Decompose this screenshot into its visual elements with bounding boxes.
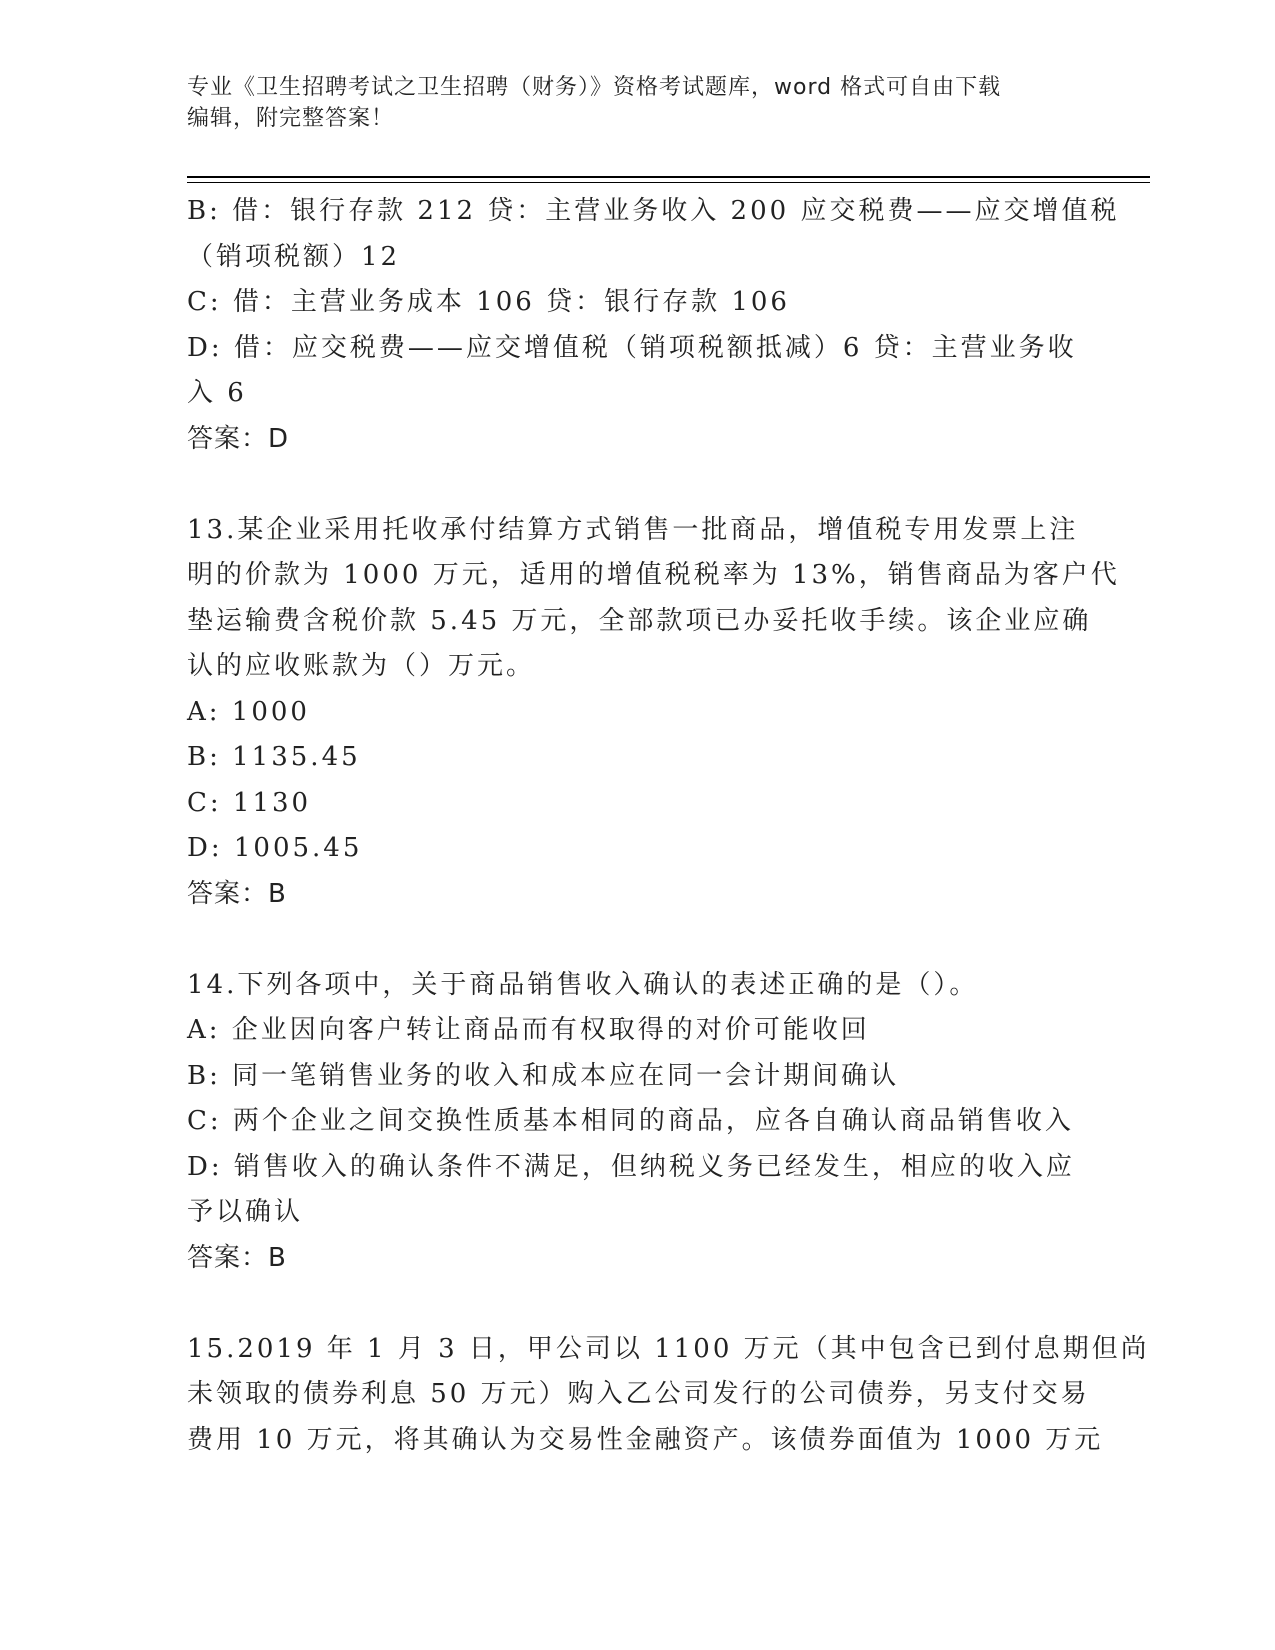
header-rule-thick <box>187 176 1150 178</box>
answer: 答案：D <box>187 423 290 454</box>
question-text-line-1: 13.某企业采用托收承付结算方式销售一批商品，增值税专用发票上注 <box>187 514 1079 545</box>
option-d-line-1: D: 借：应交税费——应交增值税（销项税额抵减）6 贷：主营业务收 <box>187 332 1077 363</box>
option-b-line-1: B: 借：银行存款 212 贷：主营业务收入 200 应交税费——应交增值税 <box>187 196 1120 226</box>
option-d: D: 1005.45 <box>187 833 363 863</box>
option-b: B: 同一笔销售业务的收入和成本应在同一会计期间确认 <box>187 1060 900 1091</box>
header-rule-thin <box>187 182 1150 183</box>
question-text-line-3: 垫运输费含税价款 5.45 万元，全部款项已办妥托收手续。该企业应确 <box>187 605 1092 636</box>
answer: 答案：B <box>187 878 287 909</box>
question-text-line-1: 14.下列各项中，关于商品销售收入确认的表述正确的是（）。 <box>187 969 979 1000</box>
header-line-1: 专业《卫生招聘考试之卫生招聘（财务）》资格考试题库，word 格式可自由下载 <box>187 75 1002 100</box>
option-d-line-1: D: 销售收入的确认条件不满足，但纳税义务已经发生，相应的收入应 <box>187 1151 1075 1182</box>
question-12-tail <box>187 189 1120 462</box>
page-header <box>187 72 1067 134</box>
question-14 <box>187 963 1087 1282</box>
question-15 <box>187 1327 1150 1464</box>
question-text-line-4: 认的应收账款为（）万元。 <box>187 651 536 681</box>
option-b: B: 1135.45 <box>187 742 361 772</box>
document-body <box>187 189 1150 1463</box>
option-a: A: 企业因向客户转让商品而有权取得的对价可能收回 <box>187 1015 870 1045</box>
option-d-line-2: 入 6 <box>187 378 247 408</box>
option-b-line-2: （销项税额）12 <box>187 241 401 272</box>
question-text-line-3: 费用 10 万元，将其确认为交易性金融资产。该债券面值为 1000 万元 <box>187 1424 1104 1455</box>
option-c: C: 借：主营业务成本 106 贷：银行存款 106 <box>187 287 790 317</box>
option-c: C: 两个企业之间交换性质基本相同的商品，应各自确认商品销售收入 <box>187 1106 1074 1136</box>
question-text-line-1: 15.2019 年 1 月 3 日，甲公司以 1100 万元（其中包含已到付息期但尚 <box>187 1333 1150 1364</box>
question-text-line-2: 未领取的债券利息 50 万元）购入乙公司发行的公司债券，另支付交易 <box>187 1379 1090 1409</box>
answer: 答案：B <box>187 1242 287 1273</box>
option-a: A: 1000 <box>187 696 310 727</box>
option-c: C: 1130 <box>187 787 312 818</box>
option-d-line-2: 予以确认 <box>187 1197 304 1227</box>
question-13 <box>187 508 1120 918</box>
header-line-2: 编辑，附完整答案！ <box>187 106 395 131</box>
question-text-line-2: 明的价款为 1000 万元，适用的增值税税率为 13%，销售商品为客户代 <box>187 560 1120 590</box>
